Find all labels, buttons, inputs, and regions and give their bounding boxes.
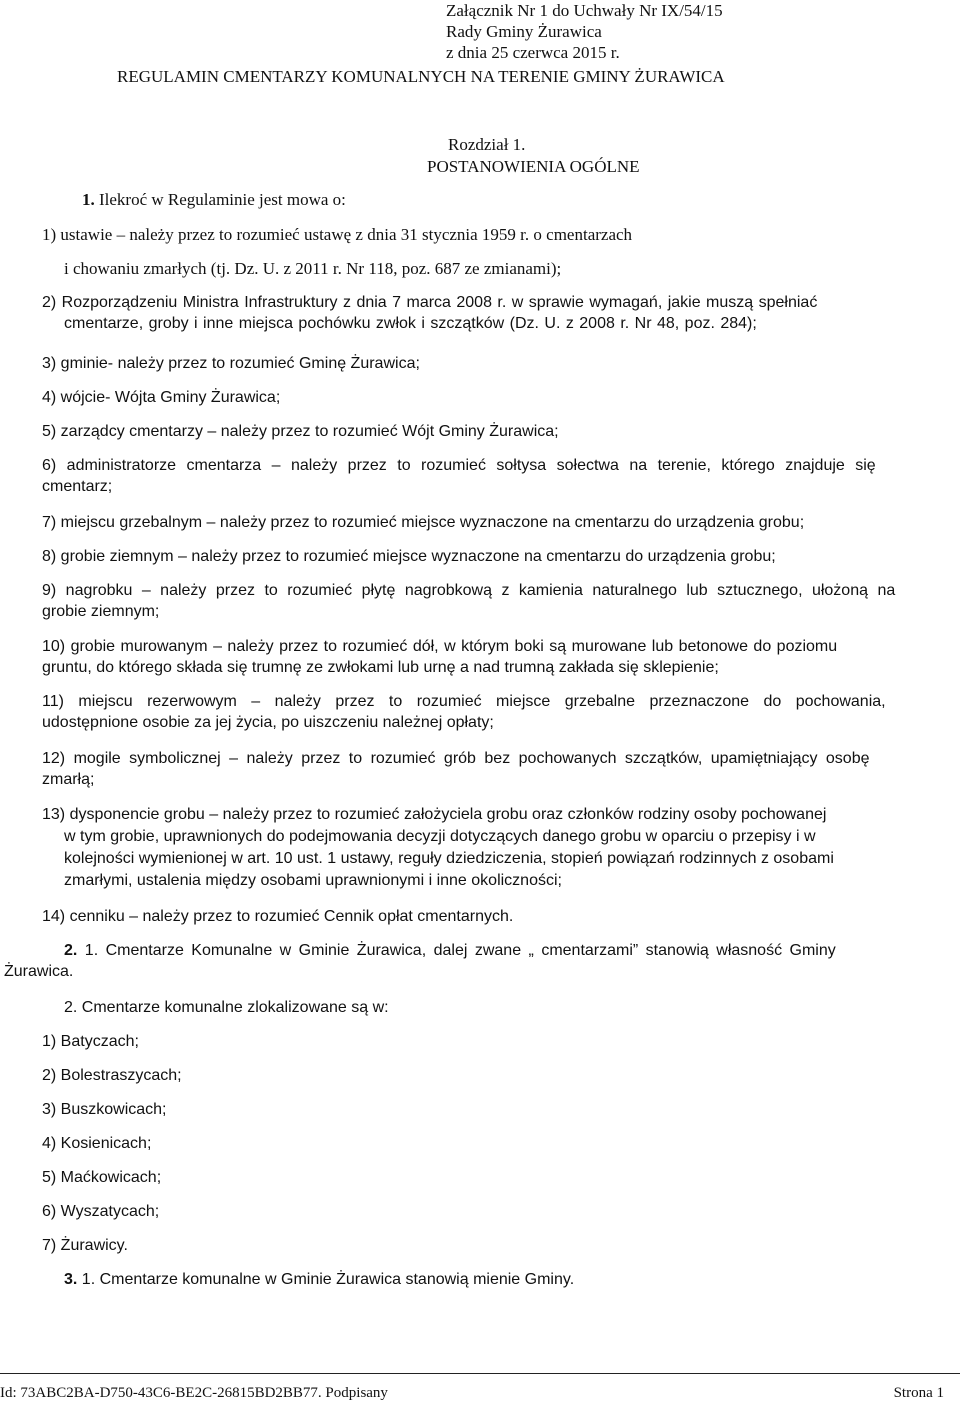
location-item: 4) Kosienicach; [42,1135,152,1152]
footer-document-id: Id: 73ABC2BA-D750-43C6-BE2C-26815BD2BB77. Podpisany [0,1385,388,1401]
chapter-heading: POSTANOWIENIA OGÓLNE [427,157,640,176]
definition-line: 10) grobie murowanym – należy przez to rozumieć dół, w którym boki są murowane lub betonowe do poziomu [42,638,838,655]
location-item: 3) Buszkowicach; [42,1101,167,1118]
definition-line: cmentarze, groby i inne miejsca pochówku zwłok i szczątków (Dz. U. z 2008 r. Nr 48, poz. 284); [64,315,757,332]
paragraph-1-intro [82,189,346,210]
definition-line: cmentarz; [42,478,113,495]
definition-item [42,224,960,245]
definition-item: 8) grobie ziemnym – należy przez to rozumieć miejsce wyznaczone na cmentarzu do urządzenia grobu; [42,548,776,565]
paragraph-2-line [4,940,960,961]
attachment-line-1: Załącznik Nr 1 do Uchwały Nr IX/54/15 [446,1,723,20]
attachment-line-3: z dnia 25 czerwca 2015 r. [446,43,620,62]
attachment-note [446,0,723,63]
paragraph-2-text-continued: Żurawica. [4,963,74,980]
paragraph-3 [64,1269,574,1290]
definition-line: w tym grobie, uprawnionych do podejmowania decyzji dotyczących danego grobu w oparciu o przepisy i w [64,828,816,845]
location-item: 6) Wyszatycach; [42,1203,160,1220]
definition-item [42,455,960,497]
chapter-number: Rozdział 1. [448,135,526,154]
definition-line: 9) nagrobku – należy przez to rozumieć płytę nagrobkową z kamienia naturalnego lub sztucznego, ułożoną na [42,582,896,599]
paragraph-2 [4,940,960,982]
definition-line: udostępnione osobie za jej życia, po uiszczeniu należnej opłaty; [42,714,494,731]
location-item: 5) Maćkowicach; [42,1169,162,1186]
definition-item: 5) zarządcy cmentarzy – należy przez to rozumieć Wójt Gminy Żurawica; [42,423,559,440]
paragraph-1-number: 1. [82,190,95,209]
definition-line: 1) ustawie – należy przez to rozumieć ustawę z dnia 31 stycznia 1959 r. o cmentarzach [42,225,633,244]
attachment-line-2: Rady Gminy Żurawica [446,22,602,41]
definition-line: 11) miejscu rezerwowym – należy przez to rozumieć miejsce grzebalne przeznaczone do pochowania, [42,693,886,710]
definition-line: i chowaniu zmarłych (tj. Dz. U. z 2011 r. Nr 118, poz. 687 ze zmianami); [64,259,562,278]
paragraph-1-intro-text: Ilekroć w Regulaminie jest mowa o: [99,190,346,209]
definition-item: 7) miejscu grzebalnym – należy przez to rozumieć miejsce wyznaczone na cmentarzu do urządzenia grobu; [42,514,805,531]
definition-line: 12) mogile symbolicznej – należy przez to rozumieć grób bez pochowanych szczątków, upamiętniający osobę [42,750,870,767]
definition-item-continued [42,258,960,279]
definition-item [42,691,960,733]
definition-item: 3) gminie- należy przez to rozumieć Gminę Żurawica; [42,355,420,372]
definition-line: gruntu, do którego składa się trumnę ze zwłokami lub urnę a nad trumną zakłada się sklepienie; [42,659,719,676]
definition-line: 6) administratorze cmentarza – należy przez to rozumieć sołtysa sołectwa na terenie, którego znajduje się [42,457,876,474]
paragraph-3-text: 1. Cmentarze komunalne w Gminie Żurawica stanowią mienie Gminy. [81,1271,575,1288]
location-item: 2) Bolestraszycach; [42,1067,182,1084]
definition-item [42,292,960,334]
definition-item: 14) cenniku – należy przez to rozumieć Cennik opłat cmentarnych. [42,908,514,925]
definition-line: grobie ziemnym; [42,603,160,620]
definition-line: kolejności wymienionej w art. 10 ust. 1 ustawy, reguły dziedziczenia, stopień powiązań rodzinnych z osobami [64,850,834,867]
document-title: REGULAMIN CMENTARZY KOMUNALNYCH NA TERENIE GMINY ŻURAWICA [117,67,725,86]
definition-line: 2) Rozporządzeniu Ministra Infrastruktury z dnia 7 marca 2008 r. w sprawie wymagań, jakie muszą spełniać [42,294,818,311]
footer-divider [0,1373,960,1374]
footer-page-number: Strona 1 [893,1385,944,1401]
paragraph-2-number: 2. [64,942,78,959]
definition-line: zmarłymi, ustalenia między osobami uprawnionymi i inne okoliczności; [64,872,562,889]
definition-item [42,748,960,790]
definition-item [42,804,960,892]
location-item: 1) Batyczach; [42,1033,139,1050]
definition-item [42,636,960,678]
paragraph-2-text: 1. Cmentarze Komunalne w Gminie Żurawica, dalej zwane „ cmentarzami” stanowią własność Gminy [84,942,836,959]
location-item: 7) Żurawicy. [42,1237,128,1254]
definition-item [42,580,960,622]
paragraph-2-sub: 2. Cmentarze komunalne zlokalizowane są w: [64,999,389,1016]
definition-line: 13) dysponencie grobu – należy przez to rozumieć założyciela grobu oraz członków rodziny osoby pochowanej [42,806,827,823]
paragraph-3-number: 3. [64,1271,78,1288]
definition-item: 4) wójcie- Wójta Gminy Żurawica; [42,389,281,406]
definition-line: zmarłą; [42,771,95,788]
